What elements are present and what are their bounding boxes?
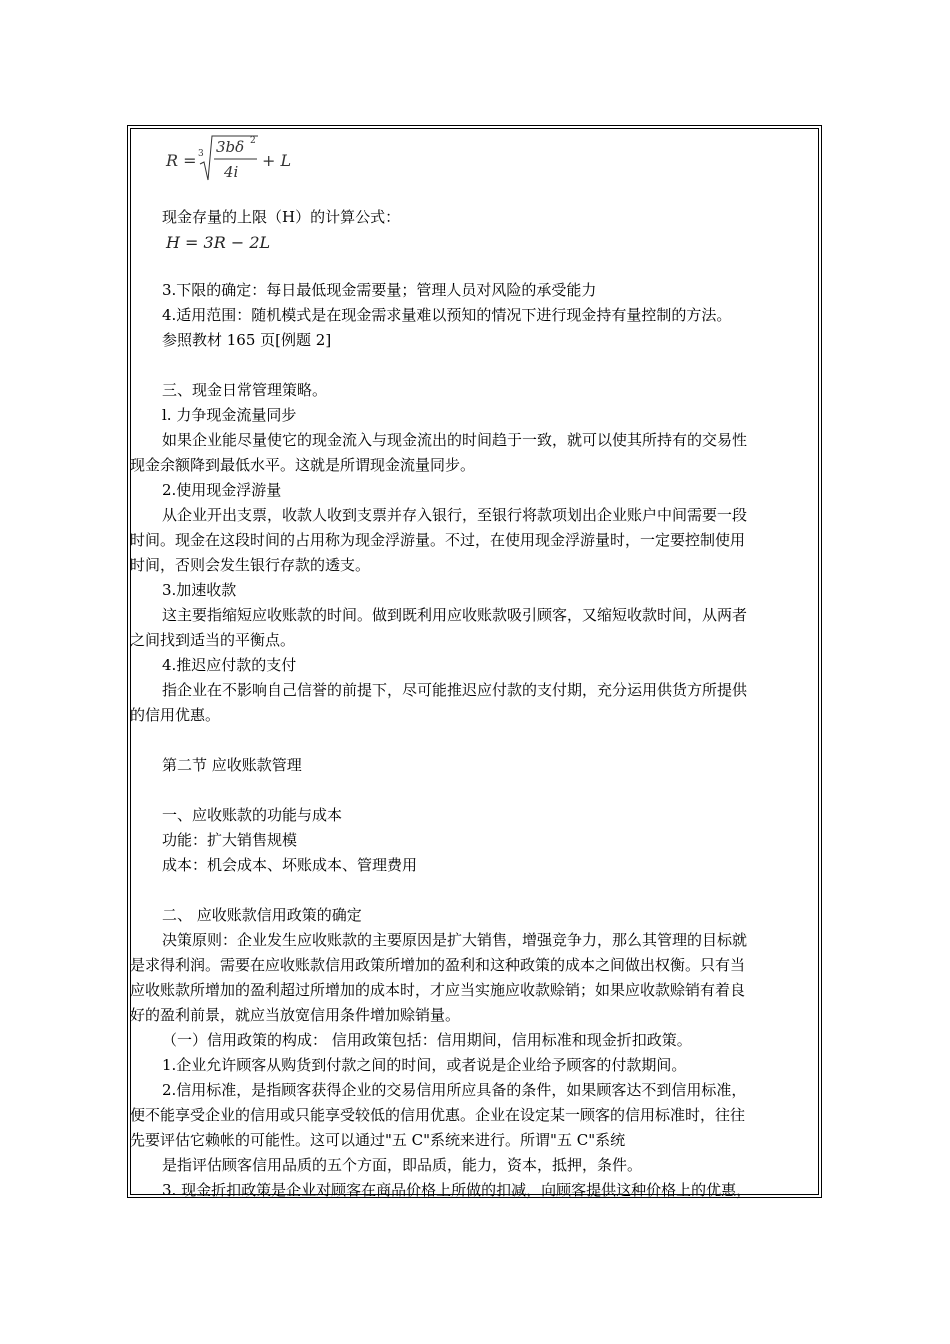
text-line: 先要评估它赖帐的可能性。这可以通过"五 C"系统来进行。所谓"五 C"系统 [130, 1131, 626, 1149]
text-line: 时间。现金在这段时间的占用称为现金浮游量。不过，在使用现金浮游量时，一定要控制使用 [130, 531, 746, 549]
formula-r [160, 130, 300, 188]
text-line: 现金余额降到最低水平。这就是所谓现金流量同步。 [130, 456, 476, 474]
formula-r-root-index: 3 [198, 149, 204, 159]
h-formula-label: 现金存量的上限（H）的计算公式： [162, 208, 401, 226]
text-line: 应收账款所增加的盈利超过所增加的成本时，才应当实施应收款赊销；如果应收款赊销有着良 [130, 981, 746, 999]
text-line: 4.适用范围：随机模式是在现金需求量难以预知的情况下进行现金持有量控制的方法。 [162, 306, 732, 324]
text-line: 成本：机会成本、坏账成本、管理费用 [162, 856, 418, 874]
formula-r-exp: 2 [250, 136, 256, 146]
text-line: 功能：扩大销售规模 [162, 831, 298, 849]
section-heading: 三、现金日常管理策略。 [162, 381, 328, 399]
text-line: 指企业在不影响自己信誉的前提下，尽可能推迟应付款的支付期，充分运用供货方所提供 [162, 681, 748, 699]
text-line: 从企业开出支票，收款人收到支票并存入银行，至银行将款项划出企业账户中间需要一段 [162, 506, 748, 524]
text-line: 这主要指缩短应收账款的时间。做到既利用应收账款吸引顾客，又缩短收款时间，从两者 [162, 606, 748, 624]
text-line: （一）信用政策的构成： 信用政策包括：信用期间，信用标准和现金折扣政策。 [162, 1031, 692, 1049]
formula-r-numerator: 3bδ [216, 138, 245, 156]
formula-h: H = 3R − 2L [166, 233, 271, 252]
text-line: 参照教材 165 页[例题 2] [162, 331, 332, 349]
text-line: 是求得利润。需要在应收账款信用政策所增加的盈利和这种政策的成本之间做出权衡。只有当 [130, 956, 746, 974]
text-line: 2.使用现金浮游量 [162, 481, 282, 499]
formula-r-denominator: 4i [224, 163, 239, 181]
section-heading: 一、应收账款的功能与成本 [162, 806, 343, 824]
text-line: 2.信用标准，是指顾客获得企业的交易信用所应具备的条件，如果顾客达不到信用标准， [162, 1081, 747, 1099]
text-line: 3. 现金折扣政策是企业对顾客在商品价格上所做的扣减，向顾客提供这种价格上的优惠， [162, 1181, 752, 1199]
text-line: l. 力争现金流量同步 [162, 406, 297, 424]
text-line: 是指评估顾客信用品质的五个方面，即品质，能力，资本，抵押，条件。 [162, 1156, 643, 1174]
formula-r-lhs: R = [166, 151, 197, 170]
text-line: 3.下限的确定：每日最低现金需要量；管理人员对风险的承受能力 [162, 281, 597, 299]
text-line: 决策原则：企业发生应收账款的主要原因是扩大销售，增强竞争力，那么其管理的目标就 [162, 931, 748, 949]
text-line: 之间找到适当的平衡点。 [130, 631, 296, 649]
section-title: 第二节 应收账款管理 [162, 756, 302, 774]
text-line: 的信用优惠。 [130, 706, 221, 724]
text-line: 便不能享受企业的信用或只能享受较低的信用优惠。企业在设定某一顾客的信用标准时，往往 [130, 1106, 746, 1124]
text-line: 4.推迟应付款的支付 [162, 656, 297, 674]
formula-r-tail: + L [262, 151, 292, 170]
section-heading: 二、 应收账款信用政策的确定 [162, 906, 362, 924]
text-line: 1.企业允许顾客从购货到付款之间的时间，或者说是企业给予顾客的付款期间。 [162, 1056, 687, 1074]
text-line: 好的盈利前景，就应当放宽信用条件增加赊销量。 [130, 1006, 461, 1024]
text-line: 时间，否则会发生银行存款的透支。 [130, 556, 371, 574]
text-line: 3.加速收款 [162, 581, 237, 599]
text-line: 如果企业能尽量使它的现金流入与现金流出的时间趋于一致，就可以使其所持有的交易性 [162, 431, 748, 449]
